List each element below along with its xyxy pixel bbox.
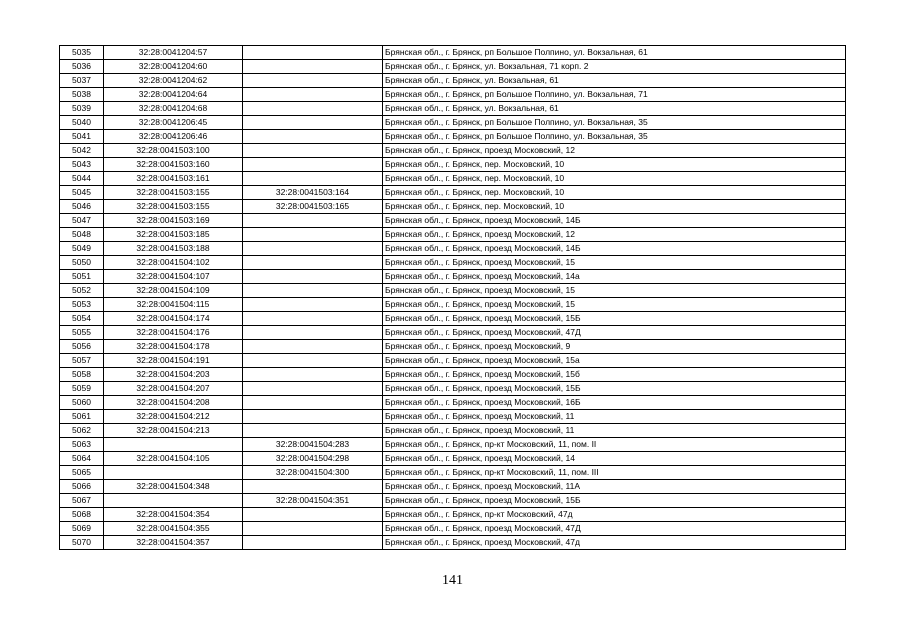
row-number-cell: 5067 <box>60 494 104 508</box>
table-row <box>60 466 846 480</box>
address-cell: Брянская обл., г. Брянск, проезд Московский, 15а <box>383 354 846 368</box>
row-number-cell: 5058 <box>60 368 104 382</box>
address-cell: Брянская обл., г. Брянск, проезд Московский, 9 <box>383 340 846 354</box>
related-cadastral-number-cell <box>243 396 383 410</box>
cadastral-number-cell: 32:28:0041503:100 <box>104 144 243 158</box>
address-cell: Брянская обл., г. Брянск, пер. Московский, 10 <box>383 186 846 200</box>
address-cell: Брянская обл., г. Брянск, проезд Московский, 15б <box>383 368 846 382</box>
cadastral-number-cell: 32:28:0041504:178 <box>104 340 243 354</box>
row-number-cell: 5056 <box>60 340 104 354</box>
address-cell: Брянская обл., г. Брянск, проезд Московский, 15 <box>383 256 846 270</box>
cadastral-number-cell: 32:28:0041504:176 <box>104 326 243 340</box>
related-cadastral-number-cell <box>243 214 383 228</box>
registry-table-body <box>60 46 846 550</box>
row-number-cell: 5046 <box>60 200 104 214</box>
related-cadastral-number-cell <box>243 172 383 186</box>
address-cell: Брянская обл., г. Брянск, проезд Московский, 14Б <box>383 242 846 256</box>
table-row <box>60 326 846 340</box>
address-cell: Брянская обл., г. Брянск, проезд Московский, 11 <box>383 424 846 438</box>
address-cell: Брянская обл., г. Брянск, пер. Московский, 10 <box>383 200 846 214</box>
table-row <box>60 214 846 228</box>
related-cadastral-number-cell: 32:28:0041503:164 <box>243 186 383 200</box>
related-cadastral-number-cell <box>243 354 383 368</box>
cadastral-number-cell: 32:28:0041504:208 <box>104 396 243 410</box>
address-cell: Брянская обл., г. Брянск, проезд Московский, 15Б <box>383 382 846 396</box>
cadastral-number-cell: 32:28:0041503:185 <box>104 228 243 242</box>
row-number-cell: 5053 <box>60 298 104 312</box>
row-number-cell: 5068 <box>60 508 104 522</box>
related-cadastral-number-cell <box>243 74 383 88</box>
cadastral-number-cell: 32:28:0041503:155 <box>104 200 243 214</box>
address-cell: Брянская обл., г. Брянск, проезд Московский, 47Д <box>383 326 846 340</box>
address-cell: Брянская обл., г. Брянск, проезд Московский, 15 <box>383 298 846 312</box>
table-row <box>60 522 846 536</box>
table-row <box>60 172 846 186</box>
related-cadastral-number-cell <box>243 410 383 424</box>
table-row <box>60 340 846 354</box>
related-cadastral-number-cell <box>243 298 383 312</box>
row-number-cell: 5059 <box>60 382 104 396</box>
related-cadastral-number-cell <box>243 312 383 326</box>
cadastral-number-cell: 32:28:0041204:57 <box>104 46 243 60</box>
related-cadastral-number-cell <box>243 228 383 242</box>
table-row <box>60 382 846 396</box>
address-cell: Брянская обл., г. Брянск, проезд Московский, 12 <box>383 144 846 158</box>
cadastral-number-cell: 32:28:0041504:105 <box>104 452 243 466</box>
row-number-cell: 5061 <box>60 410 104 424</box>
cadastral-number-cell: 32:28:0041504:174 <box>104 312 243 326</box>
cadastral-number-cell: 32:28:0041206:45 <box>104 116 243 130</box>
related-cadastral-number-cell <box>243 536 383 550</box>
address-cell: Брянская обл., г. Брянск, пр-кт Московский, 11, пом. III <box>383 466 846 480</box>
row-number-cell: 5060 <box>60 396 104 410</box>
row-number-cell: 5052 <box>60 284 104 298</box>
row-number-cell: 5066 <box>60 480 104 494</box>
table-row <box>60 424 846 438</box>
row-number-cell: 5062 <box>60 424 104 438</box>
address-cell: Брянская обл., г. Брянск, проезд Московский, 12 <box>383 228 846 242</box>
address-cell: Брянская обл., г. Брянск, проезд Московский, 16Б <box>383 396 846 410</box>
row-number-cell: 5069 <box>60 522 104 536</box>
cadastral-number-cell: 32:28:0041504:203 <box>104 368 243 382</box>
related-cadastral-number-cell <box>243 116 383 130</box>
row-number-cell: 5039 <box>60 102 104 116</box>
address-cell: Брянская обл., г. Брянск, рп Большое Полпино, ул. Вокзальная, 35 <box>383 130 846 144</box>
row-number-cell: 5054 <box>60 312 104 326</box>
table-row <box>60 312 846 326</box>
table-row <box>60 284 846 298</box>
address-cell: Брянская обл., г. Брянск, проезд Московский, 47Д <box>383 522 846 536</box>
address-cell: Брянская обл., г. Брянск, проезд Московский, 15Б <box>383 312 846 326</box>
table-row <box>60 494 846 508</box>
registry-table <box>59 45 846 550</box>
cadastral-number-cell: 32:28:0041504:212 <box>104 410 243 424</box>
table-row <box>60 200 846 214</box>
related-cadastral-number-cell <box>243 270 383 284</box>
cadastral-number-cell: 32:28:0041503:188 <box>104 242 243 256</box>
related-cadastral-number-cell: 32:28:0041504:351 <box>243 494 383 508</box>
cadastral-number-cell: 32:28:0041504:102 <box>104 256 243 270</box>
row-number-cell: 5050 <box>60 256 104 270</box>
address-cell: Брянская обл., г. Брянск, проезд Московский, 15 <box>383 284 846 298</box>
cadastral-number-cell: 32:28:0041504:348 <box>104 480 243 494</box>
related-cadastral-number-cell: 32:28:0041504:283 <box>243 438 383 452</box>
address-cell: Брянская обл., г. Брянск, пр-кт Московский, 47д <box>383 508 846 522</box>
related-cadastral-number-cell <box>243 130 383 144</box>
related-cadastral-number-cell <box>243 46 383 60</box>
related-cadastral-number-cell <box>243 522 383 536</box>
table-row <box>60 368 846 382</box>
related-cadastral-number-cell <box>243 256 383 270</box>
row-number-cell: 5055 <box>60 326 104 340</box>
table-row <box>60 242 846 256</box>
table-row <box>60 88 846 102</box>
address-cell: Брянская обл., г. Брянск, проезд Московский, 47д <box>383 536 846 550</box>
cadastral-number-cell: 32:28:0041503:155 <box>104 186 243 200</box>
cadastral-number-cell: 32:28:0041504:191 <box>104 354 243 368</box>
related-cadastral-number-cell <box>243 88 383 102</box>
cadastral-number-cell: 32:28:0041504:207 <box>104 382 243 396</box>
row-number-cell: 5044 <box>60 172 104 186</box>
table-row <box>60 228 846 242</box>
related-cadastral-number-cell: 32:28:0041503:165 <box>243 200 383 214</box>
cadastral-number-cell: 32:28:0041204:60 <box>104 60 243 74</box>
related-cadastral-number-cell <box>243 480 383 494</box>
related-cadastral-number-cell <box>243 144 383 158</box>
address-cell: Брянская обл., г. Брянск, рп Большое Полпино, ул. Вокзальная, 35 <box>383 116 846 130</box>
address-cell: Брянская обл., г. Брянск, проезд Московский, 14а <box>383 270 846 284</box>
row-number-cell: 5040 <box>60 116 104 130</box>
table-row <box>60 452 846 466</box>
row-number-cell: 5035 <box>60 46 104 60</box>
cadastral-number-cell: 32:28:0041204:62 <box>104 74 243 88</box>
address-cell: Брянская обл., г. Брянск, пер. Московский, 10 <box>383 158 846 172</box>
cadastral-number-cell: 32:28:0041204:68 <box>104 102 243 116</box>
row-number-cell: 5048 <box>60 228 104 242</box>
table-row <box>60 74 846 88</box>
cadastral-number-cell: 32:28:0041504:355 <box>104 522 243 536</box>
address-cell: Брянская обл., г. Брянск, проезд Московский, 11А <box>383 480 846 494</box>
row-number-cell: 5042 <box>60 144 104 158</box>
row-number-cell: 5037 <box>60 74 104 88</box>
related-cadastral-number-cell: 32:28:0041504:300 <box>243 466 383 480</box>
table-row <box>60 536 846 550</box>
address-cell: Брянская обл., г. Брянск, проезд Московский, 14Б <box>383 214 846 228</box>
cadastral-number-cell: 32:28:0041206:46 <box>104 130 243 144</box>
table-row <box>60 410 846 424</box>
row-number-cell: 5038 <box>60 88 104 102</box>
table-row <box>60 480 846 494</box>
address-cell: Брянская обл., г. Брянск, ул. Вокзальная, 71 корп. 2 <box>383 60 846 74</box>
related-cadastral-number-cell <box>243 508 383 522</box>
cadastral-number-cell: 32:28:0041504:213 <box>104 424 243 438</box>
table-row <box>60 354 846 368</box>
address-cell: Брянская обл., г. Брянск, рп Большое Полпино, ул. Вокзальная, 61 <box>383 46 846 60</box>
row-number-cell: 5070 <box>60 536 104 550</box>
cadastral-number-cell: 32:28:0041504:115 <box>104 298 243 312</box>
cadastral-number-cell: 32:28:0041504:109 <box>104 284 243 298</box>
row-number-cell: 5064 <box>60 452 104 466</box>
cadastral-number-cell: 32:28:0041504:354 <box>104 508 243 522</box>
address-cell: Брянская обл., г. Брянск, ул. Вокзальная, 61 <box>383 102 846 116</box>
table-row <box>60 144 846 158</box>
row-number-cell: 5045 <box>60 186 104 200</box>
related-cadastral-number-cell <box>243 284 383 298</box>
cadastral-number-cell: 32:28:0041504:107 <box>104 270 243 284</box>
row-number-cell: 5057 <box>60 354 104 368</box>
table-row <box>60 508 846 522</box>
row-number-cell: 5063 <box>60 438 104 452</box>
address-cell: Брянская обл., г. Брянск, пр-кт Московский, 11, пом. II <box>383 438 846 452</box>
row-number-cell: 5043 <box>60 158 104 172</box>
cadastral-number-cell: 32:28:0041503:169 <box>104 214 243 228</box>
cadastral-number-cell <box>104 466 243 480</box>
related-cadastral-number-cell <box>243 102 383 116</box>
row-number-cell: 5047 <box>60 214 104 228</box>
table-row <box>60 46 846 60</box>
address-cell: Брянская обл., г. Брянск, ул. Вокзальная, 61 <box>383 74 846 88</box>
related-cadastral-number-cell <box>243 382 383 396</box>
table-row <box>60 130 846 144</box>
table-row <box>60 438 846 452</box>
address-cell: Брянская обл., г. Брянск, пер. Московский, 10 <box>383 172 846 186</box>
table-row <box>60 186 846 200</box>
related-cadastral-number-cell <box>243 424 383 438</box>
related-cadastral-number-cell <box>243 158 383 172</box>
address-cell: Брянская обл., г. Брянск, проезд Московский, 14 <box>383 452 846 466</box>
table-row <box>60 270 846 284</box>
table-row <box>60 298 846 312</box>
related-cadastral-number-cell: 32:28:0041504:298 <box>243 452 383 466</box>
cadastral-number-cell: 32:28:0041204:64 <box>104 88 243 102</box>
row-number-cell: 5041 <box>60 130 104 144</box>
table-row <box>60 60 846 74</box>
table-row <box>60 396 846 410</box>
table-row <box>60 256 846 270</box>
cadastral-number-cell <box>104 494 243 508</box>
row-number-cell: 5036 <box>60 60 104 74</box>
cadastral-number-cell: 32:28:0041503:161 <box>104 172 243 186</box>
address-cell: Брянская обл., г. Брянск, рп Большое Полпино, ул. Вокзальная, 71 <box>383 88 846 102</box>
cadastral-number-cell: 32:28:0041504:357 <box>104 536 243 550</box>
table-row <box>60 158 846 172</box>
address-cell: Брянская обл., г. Брянск, проезд Московский, 15Б <box>383 494 846 508</box>
related-cadastral-number-cell <box>243 326 383 340</box>
table-row <box>60 102 846 116</box>
row-number-cell: 5065 <box>60 466 104 480</box>
cadastral-number-cell: 32:28:0041503:160 <box>104 158 243 172</box>
page-number: 141 <box>442 573 463 588</box>
related-cadastral-number-cell <box>243 340 383 354</box>
related-cadastral-number-cell <box>243 242 383 256</box>
row-number-cell: 5049 <box>60 242 104 256</box>
related-cadastral-number-cell <box>243 60 383 74</box>
cadastral-number-cell <box>104 438 243 452</box>
table-row <box>60 116 846 130</box>
address-cell: Брянская обл., г. Брянск, проезд Московский, 11 <box>383 410 846 424</box>
related-cadastral-number-cell <box>243 368 383 382</box>
row-number-cell: 5051 <box>60 270 104 284</box>
